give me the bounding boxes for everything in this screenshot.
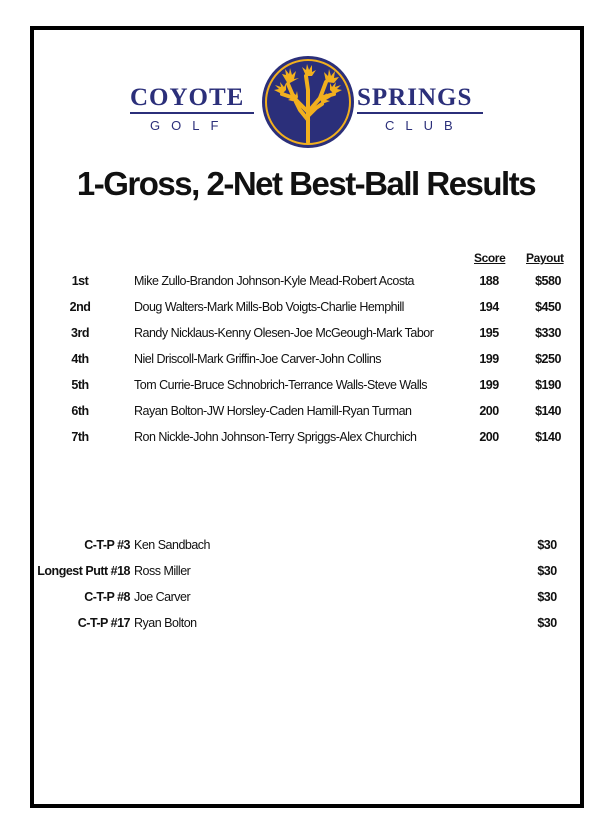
logo-line-left (130, 112, 254, 114)
team-names: Rayan Bolton-JW Horsley-Caden Hamill-Ryan Turman (134, 404, 412, 418)
team-score: 195 (479, 326, 499, 340)
result-row (0, 300, 612, 320)
place-label: 2nd (69, 300, 91, 314)
result-row (0, 274, 612, 294)
result-row (0, 352, 612, 372)
place-label: 4th (71, 352, 89, 366)
result-row (0, 326, 612, 346)
team-names: Randy Nicklaus-Kenny Olesen-Joe McGeough-Mark Tabor (134, 326, 434, 340)
team-names: Doug Walters-Mark Mills-Bob Voigts-Charlie Hemphill (134, 300, 404, 314)
team-names: Tom Currie-Bruce Schnobrich-Terrance Walls-Steve Walls (134, 378, 427, 392)
joshua-tree-emblem-icon (260, 54, 356, 150)
place-label: 7th (71, 430, 89, 444)
result-row (0, 430, 612, 450)
team-score: 200 (479, 404, 499, 418)
prize-amount: $30 (537, 616, 557, 630)
team-score: 199 (479, 378, 499, 392)
score-column-header: Score (474, 251, 506, 265)
team-payout: $330 (535, 326, 561, 340)
team-score: 188 (479, 274, 499, 288)
team-score: 199 (479, 352, 499, 366)
prize-name: C-T-P #17 (77, 616, 130, 630)
prize-winner: Ryan Bolton (134, 616, 197, 630)
place-label: 1st (71, 274, 89, 288)
prize-winner: Ken Sandbach (134, 538, 211, 552)
team-score: 194 (479, 300, 499, 314)
page-title: 1-Gross, 2-Net Best-Ball Results (76, 165, 536, 202)
team-payout: $580 (535, 274, 561, 288)
team-names: Niel Driscoll-Mark Griffin-Joe Carver-John Collins (134, 352, 382, 366)
team-payout: $140 (535, 404, 561, 418)
logo-line-right (357, 112, 483, 114)
logo-sub-right: CLUB (385, 118, 464, 133)
prize-name: C-T-P #8 (84, 590, 130, 604)
prize-row (0, 590, 612, 610)
logo-word-right: SPRINGS (357, 84, 473, 111)
prize-winner: Joe Carver (134, 590, 191, 604)
logo-word-left: COYOTE (130, 84, 245, 111)
prize-amount: $30 (537, 590, 557, 604)
team-payout: $190 (535, 378, 561, 392)
prize-amount: $30 (537, 538, 557, 552)
team-payout: $250 (535, 352, 561, 366)
payout-column-header: Payout (526, 251, 564, 265)
team-names: Ron Nickle-John Johnson-Terry Spriggs-Alex Churchich (134, 430, 417, 444)
club-logo (0, 54, 612, 150)
prize-name: Longest Putt #18 (37, 564, 130, 578)
prize-row (0, 564, 612, 584)
place-label: 3rd (71, 326, 89, 340)
result-row (0, 404, 612, 424)
prize-row (0, 538, 612, 558)
team-payout: $140 (535, 430, 561, 444)
result-row (0, 378, 612, 398)
prize-name: C-T-P #3 (84, 538, 130, 552)
prize-row (0, 616, 612, 636)
team-payout: $450 (535, 300, 561, 314)
place-label: 6th (71, 404, 89, 418)
place-label: 5th (71, 378, 89, 392)
logo-sub-left: GOLF (150, 118, 230, 133)
team-names: Mike Zullo-Brandon Johnson-Kyle Mead-Robert Acosta (134, 274, 415, 288)
team-score: 200 (479, 430, 499, 444)
prize-winner: Ross Miller (134, 564, 191, 578)
prize-amount: $30 (537, 564, 557, 578)
